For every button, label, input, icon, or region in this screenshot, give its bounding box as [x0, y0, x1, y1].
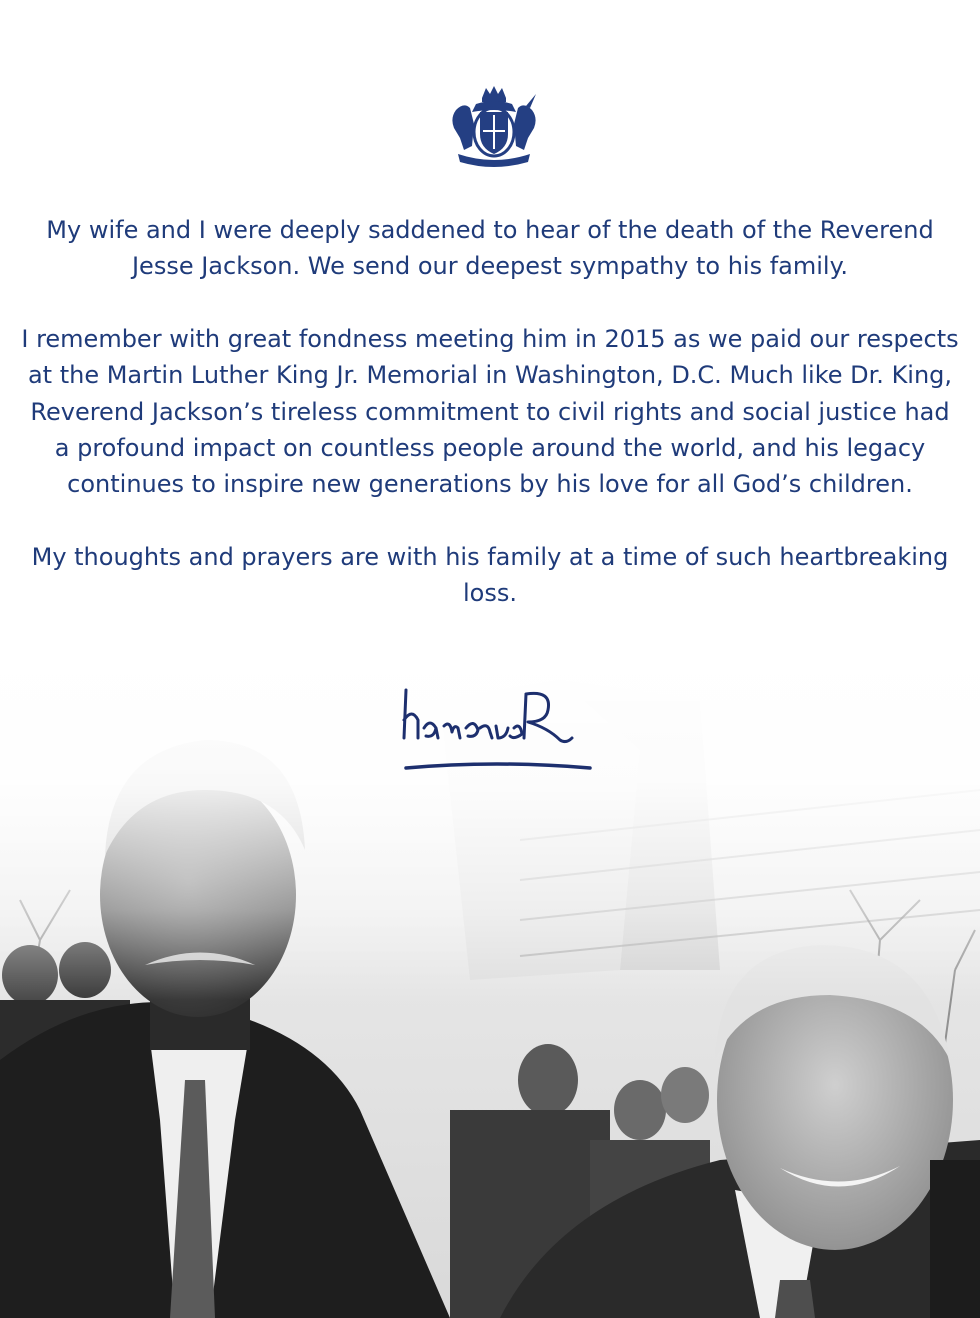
handwritten-signature-icon — [396, 680, 596, 784]
paragraph-1: My wife and I were deeply saddened to hear of the death of the Reverend Jesse Jackson. We send our deepest sympathy to his family. — [46, 216, 934, 281]
letter-body — [20, 212, 960, 612]
paragraph-2: I remember with great fondness meeting him in 2015 as we paid our respects at the Martin Luther King Jr. Memorial in Washington, D.C. Much like Dr. King, Reverend Jackson’s tireless commitment to civil rights and social justice had a profound impact on countless people around the world, and his legacy continues to inspire new generations by his love for all God’s children. — [21, 324, 959, 499]
paragraph-3: My thoughts and prayers are with his family at a time of such heartbreaking loss. — [31, 542, 949, 608]
royal-coat-of-arms-icon — [446, 84, 542, 168]
